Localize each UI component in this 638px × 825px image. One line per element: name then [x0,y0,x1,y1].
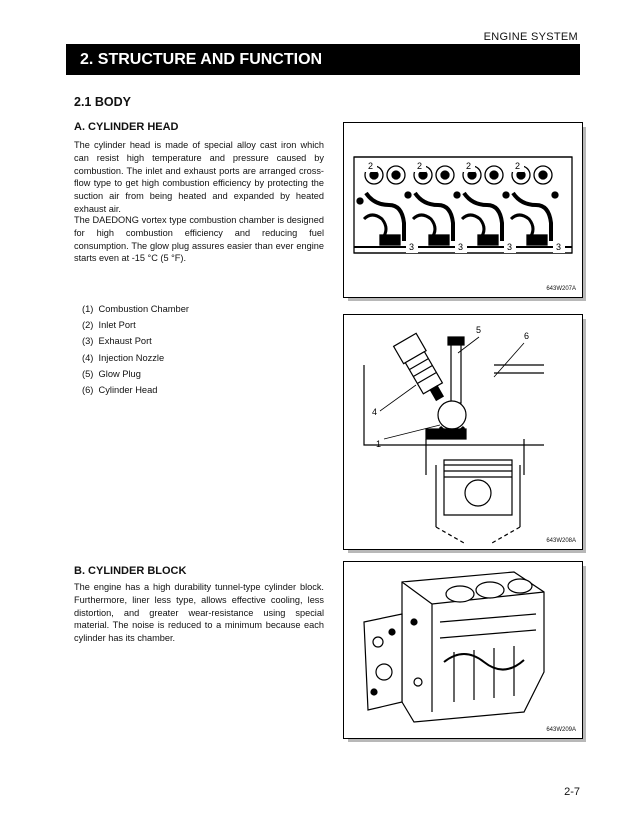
parts-list [82,301,189,398]
fig2-label: 6 [524,331,530,341]
combustion-chamber-figure [343,314,583,550]
parts-list-item: (3) Exhaust Port [82,336,152,347]
cylinder-block-paragraph: The engine has a high durability tunnel-type cylinder block. Furthermore, liner less type, allows effective cooling, less distortion, and greater wear-resistance using special material. The noise is reduced to a minimum because each cylinder has its chamber. [74,582,324,644]
cylinder-block-heading: B. CYLINDER BLOCK [74,565,187,577]
fig1-label: 2 [466,161,472,171]
fig1-label: 3 [409,242,415,252]
header-section-label: ENGINE SYSTEM [483,31,578,43]
cylinder-head-heading: A. CYLINDER HEAD [74,121,179,133]
parts-list-item: (4) Injection Nozzle [82,352,165,363]
cylinder-head-paragraph-1: The cylinder head is made of special alloy cast iron which can resist high temperature and pressure caused by combustion. The inlet and exhaust ports are arranged cross-flow type to get high combustion efficiency by protecting the suction air from being heated and expanded by heated exhaust air. [74,140,324,214]
parts-list-item: (1) Combustion Chamber [82,304,189,314]
cylinder-block-drawing [344,562,582,738]
combustion-chamber-drawing [344,315,582,549]
cylinder-head-drawing [344,123,582,297]
section-heading: 2.1 BODY [74,95,131,109]
fig1-label: 2 [417,161,423,171]
parts-list-item: (6) Cylinder Head [82,385,158,396]
figure-code: 643W208A [546,538,576,544]
fig1-label: 3 [507,242,513,252]
figure-code: 643W209A [546,727,576,733]
fig2-label: 4 [372,407,378,417]
figure-code: 643W207A [546,286,576,292]
fig2-label: 5 [476,325,482,335]
cylinder-head-paragraph-2: The DAEDONG vortex type combustion chamber is designed for high combustion efficiency and reducing fuel consumption. The glow plug assures easier than ever engine starts even at -15 °C (5 °F). [74,215,324,264]
page-title: 2. STRUCTURE AND FUNCTION [80,51,323,68]
fig1-label: 3 [458,242,464,252]
fig1-label: 3 [556,242,562,252]
page-number: 2-7 [564,786,580,798]
title-bar [66,45,580,75]
cylinder-block-figure [343,561,583,739]
fig1-label: 2 [368,161,374,171]
parts-list-item: (5) Glow Plug [82,368,141,379]
fig2-label: 1 [376,439,382,449]
parts-list-item: (2) Inlet Port [82,320,136,331]
cylinder-head-figure [343,122,583,298]
fig1-label: 2 [515,161,521,171]
